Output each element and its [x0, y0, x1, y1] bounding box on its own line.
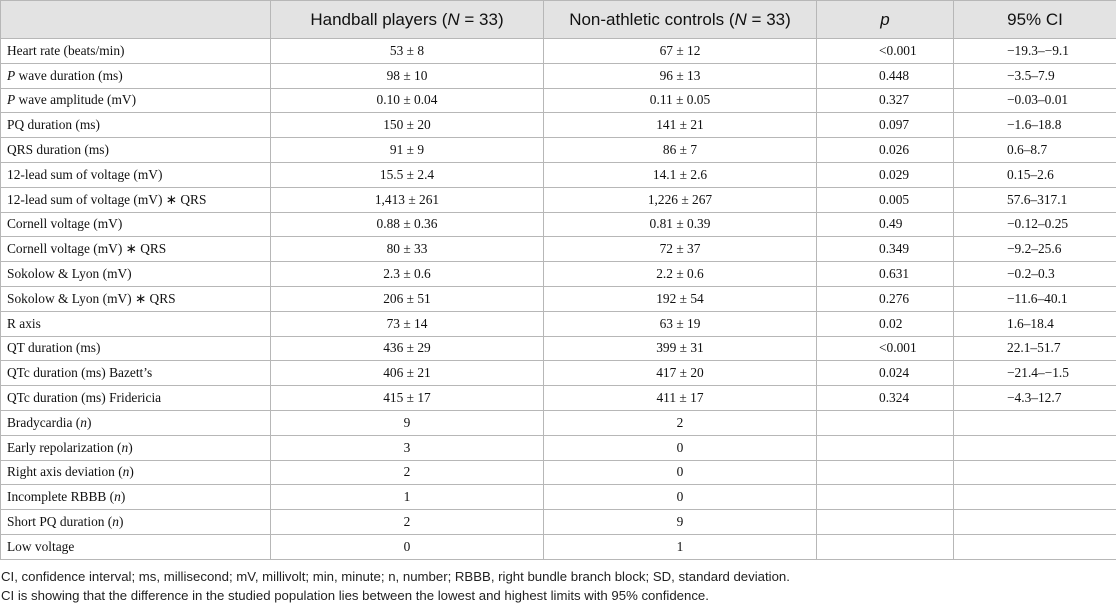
- handball-value-cell: 73 ± 14: [271, 311, 544, 336]
- row-label-text: 12-lead sum of voltage (mV) ∗ QRS: [7, 191, 207, 207]
- table-row: [1, 410, 1116, 435]
- table-row: [1, 336, 1116, 361]
- row-label-cell: [1, 361, 271, 386]
- p-value-cell: 0.49: [817, 212, 954, 237]
- ci-value-cell: −4.3–12.7: [954, 386, 1116, 411]
- handball-value-cell: 15.5 ± 2.4: [271, 162, 544, 187]
- header-cell-p: p: [817, 1, 954, 39]
- footnote-ci-explanation: CI is showing that the difference in the studied population lies between the lowest and highest limits with 95% confidence.: [1, 587, 709, 603]
- header-row: [1, 1, 1116, 39]
- p-value-cell: 0.448: [817, 63, 954, 88]
- row-label-text: wave amplitude (mV): [15, 92, 137, 108]
- ci-value-cell: [954, 485, 1116, 510]
- row-label-cell: [1, 386, 271, 411]
- row-label-cell: [1, 485, 271, 510]
- p-value-cell: [817, 410, 954, 435]
- row-label-text: Cornell voltage (mV): [7, 216, 123, 232]
- ci-value-cell: [954, 460, 1116, 485]
- table-row: [1, 63, 1116, 88]
- row-label-cell: [1, 410, 271, 435]
- p-value-cell: [817, 435, 954, 460]
- row-label-cell: [1, 162, 271, 187]
- row-label-text: Cornell voltage (mV) ∗ QRS: [7, 241, 167, 257]
- table-row: [1, 435, 1116, 460]
- row-label-text: wave duration (ms): [15, 67, 123, 83]
- handball-value-cell: 1: [271, 485, 544, 510]
- control-value-cell: 67 ± 12: [544, 39, 817, 64]
- handball-value-cell: 406 ± 21: [271, 361, 544, 386]
- handball-value-cell: 0.10 ± 0.04: [271, 88, 544, 113]
- row-label-text: Heart rate (beats/min): [7, 42, 125, 58]
- row-label-cell: [1, 286, 271, 311]
- p-value-cell: 0.005: [817, 187, 954, 212]
- ci-value-cell: −11.6–40.1: [954, 286, 1116, 311]
- handball-value-cell: 80 ± 33: [271, 237, 544, 262]
- p-value-cell: 0.024: [817, 361, 954, 386]
- ci-value-cell: 57.6–317.1: [954, 187, 1116, 212]
- p-value-cell: 0.276: [817, 286, 954, 311]
- control-value-cell: 417 ± 20: [544, 361, 817, 386]
- row-label-cell: [1, 534, 271, 559]
- p-value-cell: 0.327: [817, 88, 954, 113]
- table-row: [1, 138, 1116, 163]
- ci-value-cell: −1.6–18.8: [954, 113, 1116, 138]
- ci-value-cell: 1.6–18.4: [954, 311, 1116, 336]
- row-label-cell: [1, 113, 271, 138]
- ci-value-cell: [954, 410, 1116, 435]
- table-row: [1, 262, 1116, 287]
- header-cell-handball: Handball players (N = 33): [271, 1, 544, 39]
- row-label-text: Incomplete RBBB (: [7, 489, 115, 505]
- handball-value-cell: 2.3 ± 0.6: [271, 262, 544, 287]
- row-label-text: n: [121, 439, 129, 455]
- table-row: [1, 286, 1116, 311]
- handball-value-cell: 2: [271, 510, 544, 535]
- handball-value-cell: 53 ± 8: [271, 39, 544, 64]
- handball-value-cell: 98 ± 10: [271, 63, 544, 88]
- handball-value-cell: 0.88 ± 0.36: [271, 212, 544, 237]
- ci-value-cell: 0.15–2.6: [954, 162, 1116, 187]
- control-value-cell: 141 ± 21: [544, 113, 817, 138]
- control-value-cell: 1: [544, 534, 817, 559]
- control-value-cell: 63 ± 19: [544, 311, 817, 336]
- p-value-cell: <0.001: [817, 39, 954, 64]
- row-label-cell: [1, 262, 271, 287]
- p-value-cell: 0.324: [817, 386, 954, 411]
- table-row: [1, 113, 1116, 138]
- row-label-text: QTc duration (ms) Fridericia: [7, 390, 162, 406]
- table-row: [1, 485, 1116, 510]
- table-row: [1, 187, 1116, 212]
- row-label-cell: [1, 510, 271, 535]
- row-label-text: ): [128, 439, 133, 455]
- ci-value-cell: −0.12–0.25: [954, 212, 1116, 237]
- row-label-text: ): [86, 414, 92, 430]
- handball-value-cell: 91 ± 9: [271, 138, 544, 163]
- row-label-text: ): [120, 489, 126, 505]
- control-value-cell: 9: [544, 510, 817, 535]
- table-row: [1, 39, 1116, 64]
- row-label-cell: [1, 237, 271, 262]
- control-value-cell: 0.81 ± 0.39: [544, 212, 817, 237]
- handball-value-cell: 1,413 ± 261: [271, 187, 544, 212]
- table-row: [1, 460, 1116, 485]
- row-label-text: ): [118, 514, 124, 530]
- control-value-cell: 411 ± 17: [544, 386, 817, 411]
- ci-value-cell: −19.3–−9.1: [954, 39, 1116, 64]
- row-label-text: Bradycardia (: [7, 414, 81, 430]
- ci-value-cell: [954, 435, 1116, 460]
- row-label-text: n: [112, 514, 119, 530]
- control-value-cell: 96 ± 13: [544, 63, 817, 88]
- control-value-cell: 2.2 ± 0.6: [544, 262, 817, 287]
- row-label-text: 12-lead sum of voltage (mV): [7, 166, 163, 182]
- footnote-abbreviations: CI, confidence interval; ms, millisecond; mV, millivolt; min, minute; n, number; RBBB, right bundle branch block; SD, standard deviation.: [1, 568, 790, 584]
- row-label-text: QRS duration (ms): [7, 142, 109, 158]
- handball-value-cell: 2: [271, 460, 544, 485]
- table-row: [1, 534, 1116, 559]
- control-value-cell: 0: [544, 435, 817, 460]
- table-row: [1, 237, 1116, 262]
- handball-value-cell: 436 ± 29: [271, 336, 544, 361]
- row-label-text: Low voltage: [7, 538, 75, 554]
- handball-value-cell: 415 ± 17: [271, 386, 544, 411]
- table-row: [1, 361, 1116, 386]
- control-value-cell: 192 ± 54: [544, 286, 817, 311]
- control-value-cell: 14.1 ± 2.6: [544, 162, 817, 187]
- table-row: [1, 88, 1116, 113]
- table-row: [1, 386, 1116, 411]
- control-value-cell: 72 ± 37: [544, 237, 817, 262]
- row-label-cell: [1, 460, 271, 485]
- row-label-cell: [1, 39, 271, 64]
- row-label-cell: [1, 138, 271, 163]
- row-label-text: Early repolarization (: [7, 439, 122, 455]
- row-label-text: QTc duration (ms) Bazett’s: [7, 365, 153, 381]
- table-row: [1, 311, 1116, 336]
- row-label-cell: [1, 63, 271, 88]
- row-label-cell: [1, 88, 271, 113]
- row-label-text: PQ duration (ms): [7, 117, 100, 133]
- table-body: [1, 39, 1116, 560]
- row-label-text: Short PQ duration (: [7, 514, 113, 530]
- control-value-cell: 2: [544, 410, 817, 435]
- table-row: [1, 212, 1116, 237]
- ci-value-cell: 0.6–8.7: [954, 138, 1116, 163]
- ci-value-cell: [954, 534, 1116, 559]
- row-label-text: QT duration (ms): [7, 340, 101, 356]
- row-label-text: Right axis deviation (: [7, 464, 123, 480]
- p-value-cell: [817, 460, 954, 485]
- p-value-cell: 0.02: [817, 311, 954, 336]
- table-row: [1, 162, 1116, 187]
- p-value-cell: 0.631: [817, 262, 954, 287]
- header-cell-blank: [1, 1, 271, 39]
- p-value-cell: 0.097: [817, 113, 954, 138]
- p-value-cell: 0.349: [817, 237, 954, 262]
- row-label-cell: [1, 311, 271, 336]
- handball-value-cell: 206 ± 51: [271, 286, 544, 311]
- header-cell-ci: 95% CI: [954, 1, 1116, 39]
- ci-value-cell: −3.5–7.9: [954, 63, 1116, 88]
- handball-value-cell: 150 ± 20: [271, 113, 544, 138]
- ci-value-cell: −0.03–0.01: [954, 88, 1116, 113]
- p-value-cell: 0.026: [817, 138, 954, 163]
- p-value-cell: [817, 534, 954, 559]
- row-label-text: n: [122, 464, 130, 480]
- ci-value-cell: −21.4–−1.5: [954, 361, 1116, 386]
- row-label-text: P: [7, 92, 16, 108]
- row-label-cell: [1, 212, 271, 237]
- row-label-cell: [1, 435, 271, 460]
- ci-value-cell: 22.1–51.7: [954, 336, 1116, 361]
- p-value-cell: <0.001: [817, 336, 954, 361]
- row-label-text: P: [7, 67, 16, 83]
- row-label-text: n: [114, 489, 121, 505]
- row-label-text: R axis: [7, 315, 41, 331]
- table-row: [1, 510, 1116, 535]
- row-label-text: Sokolow & Lyon (mV) ∗ QRS: [7, 290, 176, 306]
- handball-value-cell: 0: [271, 534, 544, 559]
- row-label-cell: [1, 187, 271, 212]
- control-value-cell: 86 ± 7: [544, 138, 817, 163]
- ci-value-cell: [954, 510, 1116, 535]
- row-label-cell: [1, 336, 271, 361]
- footnotes: [0, 567, 1116, 605]
- table-header: [1, 1, 1116, 39]
- p-value-cell: [817, 510, 954, 535]
- control-value-cell: 0: [544, 460, 817, 485]
- control-value-cell: 1,226 ± 267: [544, 187, 817, 212]
- handball-value-cell: 9: [271, 410, 544, 435]
- ci-value-cell: −9.2–25.6: [954, 237, 1116, 262]
- control-value-cell: 399 ± 31: [544, 336, 817, 361]
- handball-value-cell: 3: [271, 435, 544, 460]
- p-value-cell: 0.029: [817, 162, 954, 187]
- row-label-text: Sokolow & Lyon (mV): [7, 266, 132, 282]
- row-label-text: ): [129, 464, 134, 480]
- p-value-cell: [817, 485, 954, 510]
- control-value-cell: 0.11 ± 0.05: [544, 88, 817, 113]
- row-label-text: n: [80, 414, 87, 430]
- control-value-cell: 0: [544, 485, 817, 510]
- header-cell-controls: Non-athletic controls (N = 33): [544, 1, 817, 39]
- ci-value-cell: −0.2–0.3: [954, 262, 1116, 287]
